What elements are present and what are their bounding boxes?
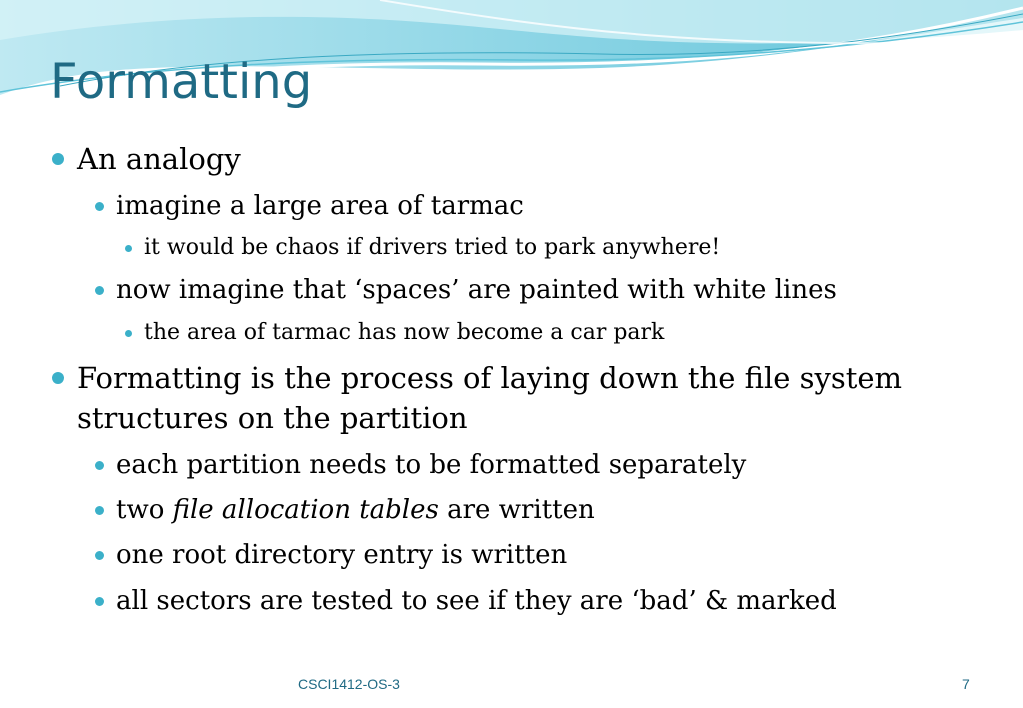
bullet-separately: each partition needs to be formatted separately — [116, 447, 746, 483]
footer-page-number: 7 — [962, 676, 970, 692]
bullet-dot-icon — [125, 330, 132, 337]
bullet-spaces: now imagine that ‘spaces’ are painted with white lines — [116, 272, 837, 308]
bullet-fat: two file allocation tables are written — [116, 492, 595, 528]
bullet-dot-icon — [52, 372, 64, 384]
bullet-root-directory: one root directory entry is written — [116, 537, 567, 573]
bullet-chaos: it would be chaos if drivers tried to park anywhere! — [144, 233, 720, 263]
bullet-dot-icon — [95, 202, 104, 211]
bullet-car-park: the area of tarmac has now become a car park — [144, 318, 664, 348]
bullet-formatting-definition: Formatting is the process of laying down the file system structures on the partition — [77, 358, 902, 438]
footer-course-code: CSCI1412-OS-3 — [298, 676, 400, 692]
bullet-dot-icon — [52, 153, 64, 165]
bullet-dot-icon — [95, 551, 104, 560]
bullet-tarmac: imagine a large area of tarmac — [116, 188, 524, 224]
bullet-dot-icon — [95, 597, 104, 606]
bullet-dot-icon — [95, 286, 104, 295]
bullet-analogy: An analogy — [77, 139, 241, 179]
bullet-dot-icon — [125, 245, 132, 252]
bullet-bad-sectors: all sectors are tested to see if they are ‘bad’ & marked — [116, 583, 837, 619]
bullet-dot-icon — [95, 461, 104, 470]
bullet-dot-icon — [95, 506, 104, 515]
slide-title: Formatting — [50, 54, 313, 110]
